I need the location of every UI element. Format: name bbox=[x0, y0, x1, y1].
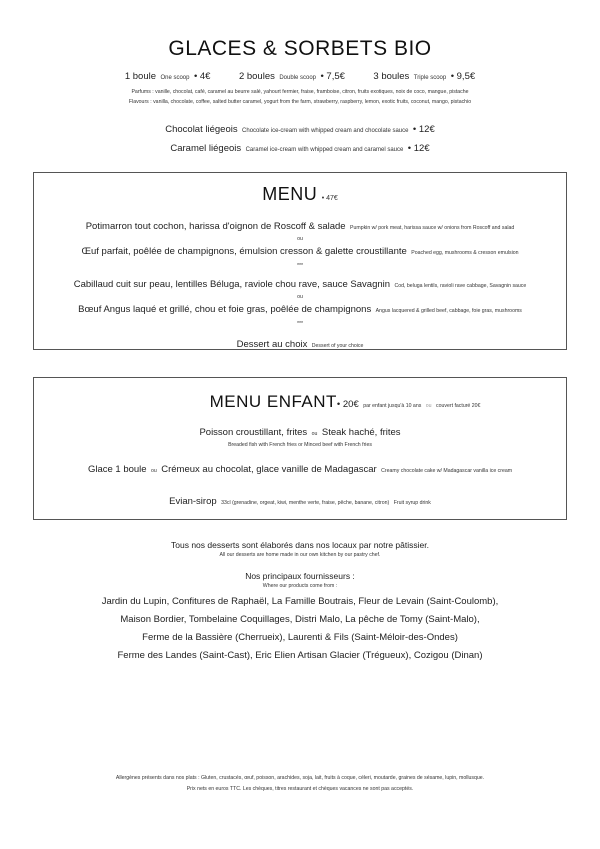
flavours: Flavours : vanilla, chocolate, coffee, salted butter caramel, yogurt from the farm, strawberry, raspberry, lemon, exotic fruits, coconut, mango, pistachio bbox=[128, 99, 472, 105]
menu-item bbox=[34, 276, 566, 293]
main-option: Poisson croustillant, frites bbox=[199, 427, 308, 438]
item-fr: Cabillaud cuit sur peau, lentilles Béluga, raviole chou rave, sauce Savagnin bbox=[73, 279, 391, 290]
menu-item bbox=[34, 243, 566, 260]
main-option: Steak haché, frites bbox=[321, 427, 401, 438]
scoop-label: 3 boules bbox=[373, 71, 410, 82]
or-separator: ou bbox=[297, 294, 303, 300]
dessert-name: Chocolat liégeois bbox=[165, 124, 238, 135]
scoop-label: 1 boule bbox=[124, 71, 156, 82]
or-separator: ou bbox=[311, 431, 318, 437]
item-en: Pumpkin w/ pork meat, harissa sauce w/ onions from Roscoff and salad bbox=[350, 225, 515, 231]
kids-main-en: Breaded fish with French fries or Minced beef with French fries bbox=[228, 442, 372, 448]
item-en: Dessert of your choice bbox=[311, 343, 364, 349]
menu-item bbox=[34, 218, 566, 235]
scoop-price: • 4€ bbox=[193, 71, 211, 82]
supplier-line: Ferme des Landes (Saint-Cast), Eric Elien Artisan Glacier (Trégueux), Cozigou (Dinan) bbox=[117, 650, 483, 661]
suppliers-title-en: Where our products come from : bbox=[262, 583, 338, 589]
menu-header bbox=[34, 181, 566, 212]
dessert-caramel bbox=[0, 139, 600, 158]
ice-title: GLACES & SORBETS BIO bbox=[168, 37, 432, 60]
scoop-en: Double scoop bbox=[279, 75, 317, 81]
supplier-line: Maison Bordier, Tombelaine Coquillages, Distri Malo, La pêche de Tomy (Saint-Malo), bbox=[120, 614, 480, 625]
kids-main bbox=[34, 424, 566, 441]
menu-item bbox=[34, 336, 566, 353]
kids-condition: par enfant jusqu'à 10 ans bbox=[363, 403, 422, 409]
item-fr: Potimarron tout cochon, harissa d'oignon de Roscoff & salade bbox=[85, 221, 346, 232]
item-en: Angus lacquered & grilled beef, cabbage, foie gras, mushrooms bbox=[375, 308, 522, 314]
scoop-en: One scoop bbox=[160, 75, 190, 81]
dessert-option: Glace 1 boule bbox=[87, 464, 147, 475]
dessert-en: Chocolate ice-cream with whipped cream and chocolate sauce bbox=[242, 128, 409, 134]
drink-en: Fruit syrup drink bbox=[393, 500, 431, 506]
kids-menu-box bbox=[33, 377, 567, 520]
prices-note: Prix nets en euros TTC. Les chèques, titres restaurant et chèques vacances ne sont pas acceptés. bbox=[186, 786, 414, 792]
item-fr: Dessert au choix bbox=[236, 339, 308, 350]
scoop-price: • 9,5€ bbox=[450, 71, 476, 82]
item-fr: Œuf parfait, poêlée de champignons, émulsion cresson & galette croustillante bbox=[81, 246, 407, 257]
or-separator: ou bbox=[297, 236, 303, 242]
suppliers-title: Nos principaux fournisseurs : bbox=[245, 571, 355, 581]
dessert-chocolat bbox=[0, 120, 600, 139]
kids-header bbox=[34, 390, 566, 418]
drink-detail: 33cl (grenadine, orgeat, kiwi, menthe verte, fraise, pêche, banane, citron) bbox=[221, 500, 390, 506]
dessert-price: • 12€ bbox=[407, 143, 430, 154]
allergens-note: Allergènes présents dans nos plats : Gluten, crustacés, œuf, poisson, arachides, soja, lait, fruits à coque, céleri, moutarde, graines de sésame, lupin, mollusque. bbox=[115, 775, 485, 781]
kids-condition: couvert facturé 20€ bbox=[436, 403, 481, 409]
dessert-price: • 12€ bbox=[412, 124, 435, 135]
scoop-en: Triple scoop bbox=[413, 75, 447, 81]
dessert-name: Caramel liégeois bbox=[170, 143, 242, 154]
drink-name: Evian-sirop bbox=[169, 496, 217, 507]
item-fr: Bœuf Angus laqué et grillé, chou et foie gras, poêlée de champignons bbox=[78, 304, 372, 315]
or-separator: ou bbox=[151, 468, 157, 474]
kids-drink bbox=[34, 493, 566, 510]
homemade-note: Tous nos desserts sont élaborés dans nos locaux par notre pâtissier. bbox=[171, 540, 429, 550]
scoop-price: • 7,5€ bbox=[320, 71, 345, 82]
kids-price: • 20€ bbox=[336, 399, 359, 410]
supplier-line: Ferme de la Bassière (Cherrueix), Laurenti & Fils (Saint-Méloir-des-Ondes) bbox=[142, 632, 458, 643]
footer bbox=[0, 773, 600, 795]
item-en: Cod, beluga lentils, ravioli rave cabbage, Savagnin sauce bbox=[394, 283, 527, 289]
menu-price: • 47€ bbox=[321, 195, 338, 202]
menu-box bbox=[33, 172, 567, 350]
homemade-note-en: All our desserts are home made in our own kitchen by our pastry chef. bbox=[219, 552, 381, 558]
scoop-label: 2 boules bbox=[238, 71, 275, 82]
or-separator: ou bbox=[425, 403, 432, 409]
course-separator: *** bbox=[296, 263, 304, 269]
kids-dessert bbox=[34, 461, 566, 478]
scoop-prices bbox=[0, 68, 600, 85]
kids-title: MENU ENFANT bbox=[209, 392, 337, 411]
supplier-line: Jardin du Lupin, Confitures de Raphaël, La Famille Boutrais, Fleur de Levain (Saint-Coulomb), bbox=[101, 596, 499, 607]
parfums: Parfums : vanille, chocolat, café, caramel au beurre salé, yahourt fermier, fraise, framboise, citron, fruits exotiques, noix de coco, mangue, pistache bbox=[131, 89, 469, 95]
info-section bbox=[0, 539, 600, 665]
course-separator: *** bbox=[296, 321, 304, 327]
ice-section bbox=[0, 36, 600, 158]
dessert-option: Crémeux au chocolat, glace vanille de Madagascar bbox=[161, 464, 377, 475]
menu-item bbox=[34, 301, 566, 318]
dessert-en: Creamy chocolate cake w/ Madagascar vanilla ice cream bbox=[381, 468, 513, 474]
dessert-en: Caramel ice-cream with whipped cream and caramel sauce bbox=[245, 147, 404, 153]
item-en: Poached egg, mushrooms & cresson emulsion bbox=[411, 250, 519, 256]
menu-title: MENU bbox=[262, 184, 318, 204]
